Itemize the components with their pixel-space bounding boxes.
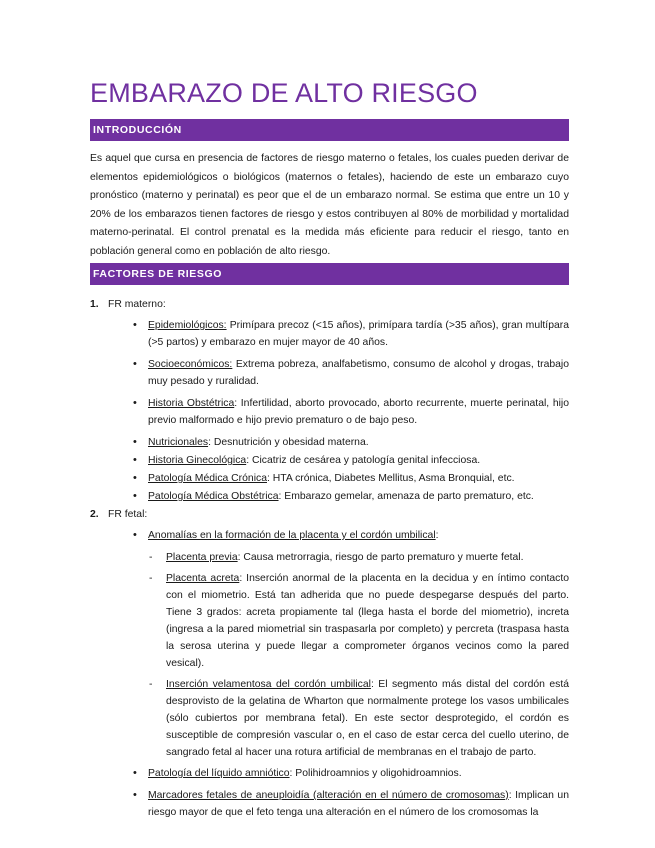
item-text: : El segmento más distal del cordón está desprovisto de la gelatina de Wharton que normalmente protege los vasos umbilicales (sólo cubiertos por membrana fetal). En este sector desprotegido, el cordón es susceptible de compresión vascular o, en el caso de estar cerca del cuello uterino, de sangrado fetal al hacer una rotura artificial de membranas en el trabajo de parto. bbox=[166, 679, 569, 758]
list-item-fetal bbox=[90, 506, 569, 821]
dash-icon: - bbox=[149, 679, 153, 690]
item-term: Placenta acreta bbox=[166, 573, 240, 584]
bullet-icon: • bbox=[133, 490, 137, 502]
item-text: : Implican un riesgo mayor de que el feto tenga una alteración en el número de los cromosomas la bbox=[148, 790, 569, 818]
list-heading-fetal: FR fetal: bbox=[108, 509, 148, 520]
list-heading-materno: FR materno: bbox=[108, 299, 166, 310]
item-text: : Causa metrorragia, riesgo de parto prematuro y muerte fetal. bbox=[237, 552, 524, 563]
item-text: : Polihidroamnios y oligohidroamnios. bbox=[289, 768, 462, 779]
list-item bbox=[108, 317, 569, 351]
item-term: Anomalías en la formación de la placenta y el cordón umbilical bbox=[148, 530, 436, 541]
item-text: : Infertilidad, aborto provocado, aborto recurrente, muerte perinatal, hijo previo malformado e hijo previo prematuro o de bajo peso. bbox=[148, 398, 569, 426]
list-item-liquido bbox=[108, 765, 569, 782]
item-term: Patología del líquido amniótico bbox=[148, 768, 290, 779]
dash-icon: - bbox=[149, 552, 153, 563]
dash-icon: - bbox=[149, 573, 153, 584]
sub-list-item bbox=[108, 676, 569, 761]
item-text: : HTA crónica, Diabetes Mellitus, Asma Bronquial, etc. bbox=[266, 473, 515, 484]
item-term: Nutricionales bbox=[148, 437, 209, 448]
item-term: Historia Obstétrica bbox=[148, 398, 235, 409]
list-item-marcadores bbox=[108, 787, 569, 821]
intro-paragraph: Es aquel que cursa en presencia de factores de riesgo materno o fetales, los cuales pueden derivar de elementos epidemiológicos o biológicos (maternos o fetales), haciendo de este un embarazo cuyo pronóstico (materno y perinatal) es peor que el de un embarazo normal. Se estima que entre un 10 y 20% de los embarazos tienen factores de riesgo y estos contribuyen al 80% de morbilidad y mortalidad materno-perinatal. El control prenatal es la medida más eficiente para reducir el riesgo, tanto en población general como en población de alto riesgo. bbox=[90, 153, 569, 257]
item-term: Historia Ginecológica bbox=[148, 455, 247, 466]
item-term: Epidemiológicos: bbox=[148, 320, 227, 331]
sub-list-item bbox=[108, 570, 569, 672]
list-number: 1. bbox=[90, 299, 99, 310]
item-term: Socioeconómicos: bbox=[148, 359, 233, 370]
item-text: : Inserción anormal de la placenta en la decidua y en íntimo contacto con el miometrio. Está tan adherida que no puede despegarse después del parto. Tiene 3 grados: acreta propiamente tal (llega hasta el borde del miometrio), increta (ingresa a la pared miometrial sin traspasarla por completo) y percreta (traspasa hasta la serosa uterina y puede llegar a comprometer órganos vecinos como la pared vesical). bbox=[166, 573, 570, 669]
risk-factor-list bbox=[90, 296, 569, 822]
item-text: Primípara precoz (<15 años), primípara tardía (>35 años), gran multípara (>5 partos) y embarazo en mujer mayor de 40 años. bbox=[148, 320, 569, 348]
list-number: 2. bbox=[90, 509, 99, 520]
bullet-icon: • bbox=[133, 397, 137, 409]
section-heading-factores: FACTORES DE RIESGO bbox=[90, 263, 569, 285]
bullet-icon: • bbox=[133, 767, 137, 779]
bullet-icon: • bbox=[133, 454, 137, 466]
item-term: Inserción velamentosa del cordón umbilical bbox=[166, 679, 371, 690]
section-heading-introduccion: INTRODUCCIÓN bbox=[90, 119, 569, 141]
item-text: : bbox=[435, 530, 439, 541]
item-text: : Cicatriz de cesárea y patología genital infecciosa. bbox=[246, 455, 481, 466]
item-text: : Desnutrición y obesidad materna. bbox=[208, 437, 369, 448]
bullet-icon: • bbox=[133, 319, 137, 331]
item-text: : Embarazo gemelar, amenaza de parto prematuro, etc. bbox=[278, 491, 534, 502]
list-item bbox=[108, 434, 569, 451]
list-item bbox=[108, 452, 569, 469]
sub-list-item bbox=[108, 549, 569, 566]
bullet-icon: • bbox=[133, 529, 137, 541]
list-item-anomalias bbox=[108, 527, 569, 544]
document-title: EMBARAZO DE ALTO RIESGO bbox=[90, 78, 478, 108]
item-term: Patología Médica Crónica bbox=[148, 473, 267, 484]
list-item bbox=[108, 356, 569, 390]
item-term: Patología Médica Obstétrica bbox=[148, 491, 279, 502]
list-item bbox=[108, 488, 569, 505]
item-term: Marcadores fetales de aneuploidía (alteración en el número de cromosomas) bbox=[148, 790, 509, 801]
bullet-icon: • bbox=[133, 472, 137, 484]
list-item bbox=[108, 470, 569, 487]
bullet-icon: • bbox=[133, 358, 137, 370]
bullet-icon: • bbox=[133, 789, 137, 801]
bullet-icon: • bbox=[133, 436, 137, 448]
item-term: Placenta previa bbox=[166, 552, 238, 563]
item-text: Extrema pobreza, analfabetismo, consumo de alcohol y drogas, trabajo muy pesado y ruralidad. bbox=[148, 359, 569, 387]
list-item-materno bbox=[90, 296, 569, 505]
list-item bbox=[108, 395, 569, 429]
